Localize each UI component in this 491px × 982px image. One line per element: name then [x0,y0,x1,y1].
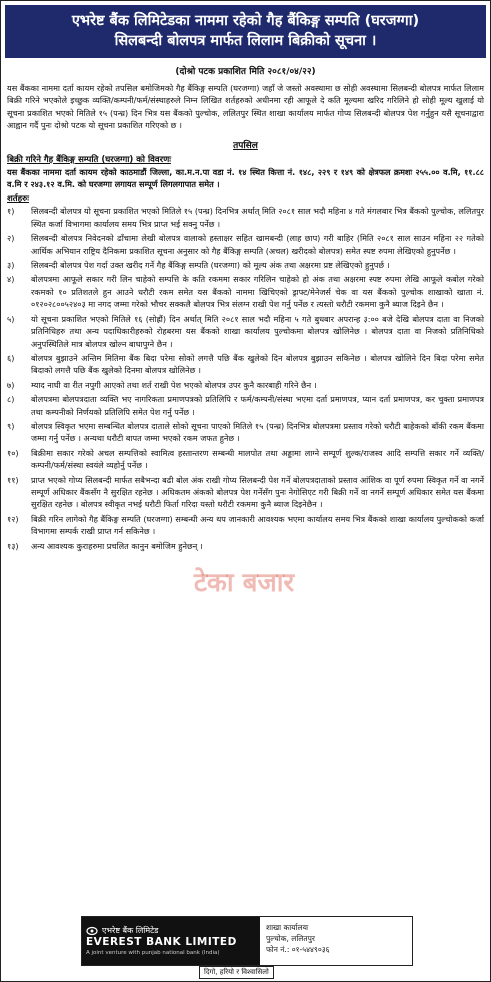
term-item [7,474,484,511]
term-text: म्याद नाघी वा रीत नपुगी आएको तथा शर्त राखी पेश भएको बोलपत्र उपर कुनै कारबाही गरिने छैन । [31,379,317,390]
term-item [7,259,484,271]
branch-office-info [260,917,412,965]
term-item [7,447,484,472]
term-number: १३) [7,540,19,551]
bank-logo [82,917,260,965]
term-item [7,273,484,310]
term-text: बोलपत्र बुझाउने अन्तिम मितिमा बैंक बिदा परेमा सोको लगत्तै पछि बैंक खुलेको दिन बोलपत्र बुझाउन सकिनेछ । बोलपत्र खोलिने दिन बिदा परेमा समेत बिदाको लगत्तै पछि बैंक खुलेको दिनमा बोलपत्र खोलिनेछ । [31,352,484,376]
term-item [7,540,484,552]
term-number: ४) [7,274,15,285]
term-item [7,513,484,538]
property-heading: बिक्री गरिने गैह बैंकिङ्ग सम्पति (घरजग्गा) को विवरणः [7,154,171,165]
header-title-line1: एभरेष्ट बैंक लिमिटेडका नाममा रहेको गैह बैंकिङ्ग सम्पति (घरजग्गा) [71,13,420,29]
term-number: १२) [7,513,19,524]
term-number: १०) [7,447,19,458]
term-text: अन्य आवश्यक कुराहरुमा प्रचलित कानुन बमोजिम हुनेछन् । [31,540,203,551]
term-item [7,420,484,445]
term-text: बोलपत्रमा आफूले सकार गरी लिन चाहेको सम्पत्ति के कति रकममा सकार गरिलिन चाहेको हो अंक तथा अक्षरमा स्पष्ट रुपमा लेखि आफूले कबोल गरेको रकमको १० प्रतिशतले हुन आउने धरौटी रकम समेत यस बैंकको नाममा खिचिएको ड्राफ्ट/मेनेजर्स चेक वा यस बैंकको पुल्चोक शाखाको खाता नं. ०१२०२८००५२४०३ मा नगद जम्मा गरेको भौचर सक्कलै बोलपत्र भित्र संलग्न राखी पेश गर्नु पर्नेछ र त्यस्तो धरौटी रकममा कुनै ब्याज दिइने छैन । [31,274,484,310]
terms-list [7,205,484,552]
property-detail: यस बैंकका नाममा दर्ता कायम रहेको काठमाडौं जिल्ला, का.म.न.पा वडा नं. १४ स्थित कित्ता नं. १४८, २२९ र १४९ को क्षेत्रफल क्रमशः २५५.०० व.मि, ११.८८ व.मि र २४३.१२ व.मि. को घरजग्गा लगायत सम्पूर्ण लिगलगापात समेत । [7,166,484,190]
term-number: ६) [7,352,15,363]
term-number: ११) [7,474,19,485]
footer-tagline: दिगो, हरियो र विश्वासिलो [199,966,274,979]
bank-footer [81,916,413,966]
header-title-line2: सिलबन्दी बोलपत्र मार्फत लिलाम बिक्रीको सूचना । [114,33,377,49]
term-text: बिक्रीमा सकार गरेको अचल सम्पत्तिको स्वामित्व हस्तान्तरण सम्बन्धी मालपोत तथा अड्डामा लाग्ने सम्पूर्ण शुल्क/राजस्व आदि सम्पत्ति सकार गर्ने व्यक्ति/कम्पनी/फर्म/संस्था स्वयंले व्यहोर्नु पर्नेछ । [31,447,484,471]
term-item [7,313,484,350]
term-number: ५) [7,313,15,324]
intro-paragraph: यस बैंकका नाममा दर्ता कायम रहेको तपसिल बमोजिमको गैह बैंकिङ्ग सम्पति (घरजग्गा) जहाँ जे जस्तो अवस्थामा छ सोही अवस्थामा सिलबन्दी बोलपत्र मार्फत लिलाम बिक्री गरिने भएकोले इच्छुक व्यक्ति/कम्पनी/फर्म/संस्थाहरुले निम्न लिखित शर्तहरुको अधीनमा रही आफूले दे कति मूल्यमा खरिद गरिलिने हो सोही मूल्य खुलाई यो सूचना प्रकाशित भएको मितिले १५ (पन्ध्र) दिन भित्र यस बैंकको पुल्चोक, ललितपुर स्थित शाखा कार्यालय मार्फत गोप्य सिलबन्दी बोलपत्र पेश गर्नुहुन यसै सूचनाद्वारा आह्वान गर्दै पुनः दोश्रो पटक यो सूचना प्रकाशित गरिएको छ । [7,83,484,131]
joint-venture-note: A joint venture with punjab national bank (India) [86,949,220,956]
term-number: ७) [7,379,15,390]
publish-note: (दोश्रो पटक प्रकाशित मिति २०८१/०४/२२) [175,67,316,77]
term-number: ८) [7,394,15,405]
term-number: २) [7,233,15,244]
term-item [7,379,484,391]
term-text: सिलबन्दी बोलपत्र यो सूचना प्रकाशित भएको मितिले १५ (पन्ध्र) दिनभित्र अर्थात् मिति २०८१ साल भदौ महिना ४ गते मंगलबार भित्र बैंकको पुल्चोक, ललितपुर स्थित कर्जा विभागमा कार्यालय समय भित्र प्राप्त भई सक्नु पर्नेछ । [31,206,484,229]
term-text: बिक्री गरिन लागेको गैह बैंकिङ्ग सम्पति (घरजग्गा) सम्बन्धी अन्य थप जानकारी आवश्यक भएमा कार्यालय समय भित्र बैंकको शाखा कार्यालय पुल्चोकको कर्जा विभागमा सम्पर्क राखी प्राप्त गर्न सकिनेछ । [31,513,484,537]
term-number: १) [7,206,15,217]
term-text: बोलपत्रमा बोलपत्रदाता व्यक्ति भए नागरिकता प्रमाणपत्रको प्रतिलिपि र फर्म/कम्पनी/संस्था भएमा दर्ता प्रमाणपत्र, प्यान दर्ता प्रमाणपत्र, कर चुक्ता प्रमाणपत्र तथा कम्पनीको निर्णयको प्रतिलिपि समेत पेश गर्नु पर्नेछ । [31,394,484,417]
bank-name-nepali: एभरेष्ट बैंक लिमिटेड [102,925,159,935]
term-item [7,352,484,377]
office-phone: फोन नं.: ०१-५४४९०३६ [266,945,330,954]
term-text: सिलबन्दी बोलपत्र निवेदनको ढाँचामा लेखी बोलपत्र वालाको हस्ताक्षर सहित खामबन्दी (लाह छाप) गरी बाहिर (मिति २०८१ साल साउन महिना २२ गतेको आर्थिक अभियान राष्ट्रिय दैनिकमा प्रकाशित सूचना अनुसार को गैह बैंकिङ्ग सम्पति (अचल) खरीदको बोलपत्र) समेत स्पष्ट रुपमा लेखिएको हुनुपर्नेछ । [31,233,484,256]
term-text: प्राप्त भएको गोप्य सिलबन्दी मार्फत सबैभन्दा बढी बोल अंक राखी गोप्य सिलबन्दी पेश गर्ने बोलपत्रदाताको प्रस्ताव आंशिक वा पूर्ण रुपमा स्विकृत गर्ने वा नगर्ने सम्पूर्ण अधिकार बैंकसँग नै सुरक्षित रहनेछ । अधिकतम अंकको बोलपत्र पेश गर्नेसँग पुनः नेगोसिएट गरी बिक्री गर्ने वा नगर्ने सम्पूर्ण अधिकार समेत यस बैंकमा सुरक्षित रहनेछ । बोलपत्र स्वीकृत नभई धरौटी फिर्ता गरिदा यस्तो धरौटी रकममा कुनै ब्याज दिइनेछैन । [31,474,484,510]
notice-header [5,5,486,58]
terms-heading: शर्तहरुः [7,194,29,205]
term-text: बोलपत्र स्विकृत भएमा सम्बन्धित बोलपत्र दाताले सोको सूचना पाएको मितिले १५ (पन्ध्र) दिनभित्र बोलपत्रमा प्रस्ताव गरेको धरौटी बाहेकको बाँकी रकम बैंकमा जम्मा गर्नु पर्नेछ । अन्यथा धरौटी बापत जम्मा भएको रकम जफत हुनेछ । [31,420,484,444]
term-item [7,232,484,257]
tapsil-heading: तपसिल [233,140,258,151]
bank-name-english: EVEREST BANK LIMITED [86,935,237,948]
term-number: ३) [7,260,15,271]
watermark-logo: टेका बजार [193,568,295,598]
office-address: पुल्चोक, ललितपुर [266,934,315,943]
bank-emblem-icon [86,926,98,936]
term-text: यो सूचना प्रकाशित भएको मितिले १६ (सोह्रौं) दिन अर्थात् मिति २०८१ साल भदौ महिना ५ गते बुधबार अपरान्ह ३:०० बजे देखि बोलपत्र दाता वा निजको प्रतिनिधिहरु तथा अन्य पदाधिकारीहरुको रोहबरमा यस बैंकको शाखा कार्यालय पुल्चोकमा बोलपत्र खोलिनेछ । बोलपत्र दाता वा निजको प्रतिनिधिको अनुपस्थितिले मात्र बोलपत्र खोल्न बाधापुग्ने छैन । [31,313,484,349]
term-number: ९) [7,420,15,431]
term-item [7,393,484,418]
term-text: सिलबन्दी बोलपत्र पेश गर्दा उक्त खरीद गर्ने गैह बैंकिङ्ग सम्पति (घरजग्गा) को मूल्य अंक तथा अक्षरमा प्रष्ट लेखिएको हुनुपर्छ । [31,260,390,271]
term-item [7,205,484,230]
office-label: शाखा कार्यालयः [266,923,309,932]
